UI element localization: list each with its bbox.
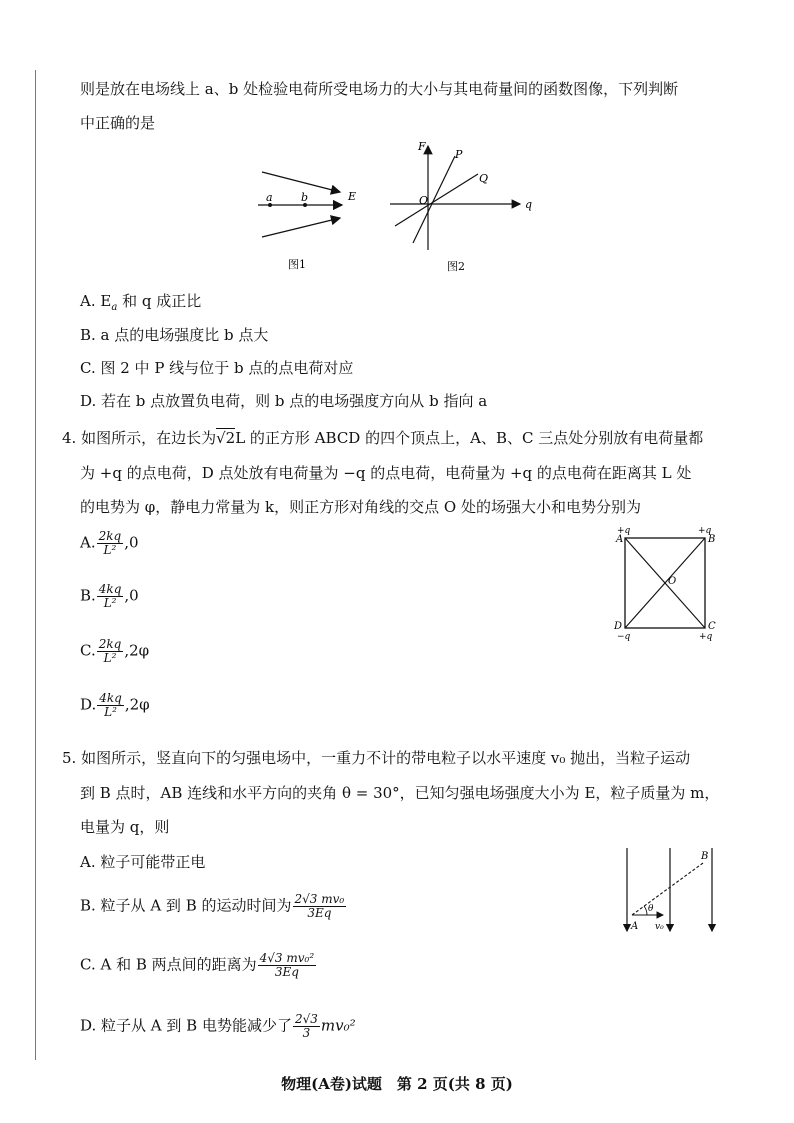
q3-option-B: B. a 点的电场强度比 b 点大 [80,326,269,344]
label-b: b [301,191,309,204]
label-q: q [525,198,533,211]
fig2-caption: 图2 [447,260,465,273]
q4-square-figure [605,522,725,642]
vertex-A: A [616,534,624,545]
q3-option-D: D. 若在 b 点放置负电荷，则 b 点的电场强度方向从 b 指向 a [80,392,488,410]
q5-stem-line3: 电量为 q，则 [80,818,170,836]
q5-option-B: B. 粒子从 A 到 B 的运动时间为 $\frac{\text{2√3 mv₀}}{3Eq}$ [80,892,345,920]
q4-stem-line3: 的电势为 φ，静电力常量为 k，则正方形对角线的交点 O 处的场强大小和电势分别为 [80,498,641,516]
label-F: F [418,140,426,153]
vertex-D: D [614,621,623,632]
q5-option-C: C. A 和 B 两点间的距离为 $\frac{\text{4√3 mv₀²}}{3Eq}$ [80,951,315,979]
dashed-AB [632,863,703,915]
q4-stem-line1: 4. 如图所示，在边长为√2L 的正方形 ABCD 的四个顶点上，A、B、C 三点处分别放有电荷量都 [62,429,704,447]
q4-option-B: B. $\frac{4kq}{\text{L²}}$ ,0 [80,582,139,610]
q3-stem-line1: 则是放在电场线上 a、b 处检验电荷所受电场力的大小与其电荷量间的函数图像，下列判断 [80,80,679,98]
field-line-top [262,172,340,192]
angle-arc [644,906,647,915]
q5-option-A: A. 粒子可能带正电 [80,853,206,871]
q5-stem-line1: 5. 如图所示，竖直向下的匀强电场中，一重力不计的带电粒子以水平速度 v₀ 抛出，当粒子运动 [62,749,691,767]
fig1-caption: 图1 [288,258,306,270]
q5-option-D: D. 粒子从 A 到 B 电势能减少了 $\frac{2√3}{3}$ mv₀² [80,1012,356,1040]
vertex-C: C [708,621,716,632]
field-line-bottom [262,218,340,237]
label-E: E [348,190,357,203]
label-B: B [701,851,709,862]
q5-field-figure [615,843,725,938]
page-footer: 物理(A卷)试题 第 2 页(共 8 页) [281,1075,513,1093]
charge-B: +q [698,526,712,536]
label-a: a [266,191,273,204]
page-margin-line [35,70,36,1060]
center-O: O [668,576,677,587]
q4-stem-line2: 为 +q 的点电荷，D 点处放有电荷量为 −q 的点电荷，电荷量为 +q 的点电荷在距离其 L 处 [80,464,692,482]
label-Q: Q [479,172,489,185]
label-A: A [631,921,639,932]
q3-option-A: A. $E_a$ 和 q 成正比 [80,292,202,313]
label-v0: v₀ [655,922,664,932]
q4-option-D: D. $\frac{4kq}{\text{L²}}$ ,2φ [80,691,150,719]
charge-A: +q [617,526,631,536]
label-O: O [419,194,429,207]
q4-option-C: C. $\frac{2kq}{\text{L²}}$ ,2φ [80,637,150,665]
charge-C: +q [699,632,713,642]
line-Q [395,174,478,226]
vertex-B: B [708,534,716,545]
q5-stem-line2: 到 B 点时，AB 连线和水平方向的夹角 θ = 30°，已知匀强电场强度大小为 E，粒子质量为 m， [80,784,720,802]
q3-stem-line2: 中正确的是 [80,114,156,132]
q4-option-A: A. $\frac{2kq}{\text{L²}}$ ,0 [80,529,139,557]
q3-figure1 [250,160,370,270]
q3-option-C: C. 图 2 中 P 线与位于 b 点的点电荷对应 [80,359,354,377]
label-P: P [455,148,463,161]
q3-figure2 [385,138,545,273]
charge-D: −q [617,632,631,642]
label-theta: θ [648,904,654,914]
